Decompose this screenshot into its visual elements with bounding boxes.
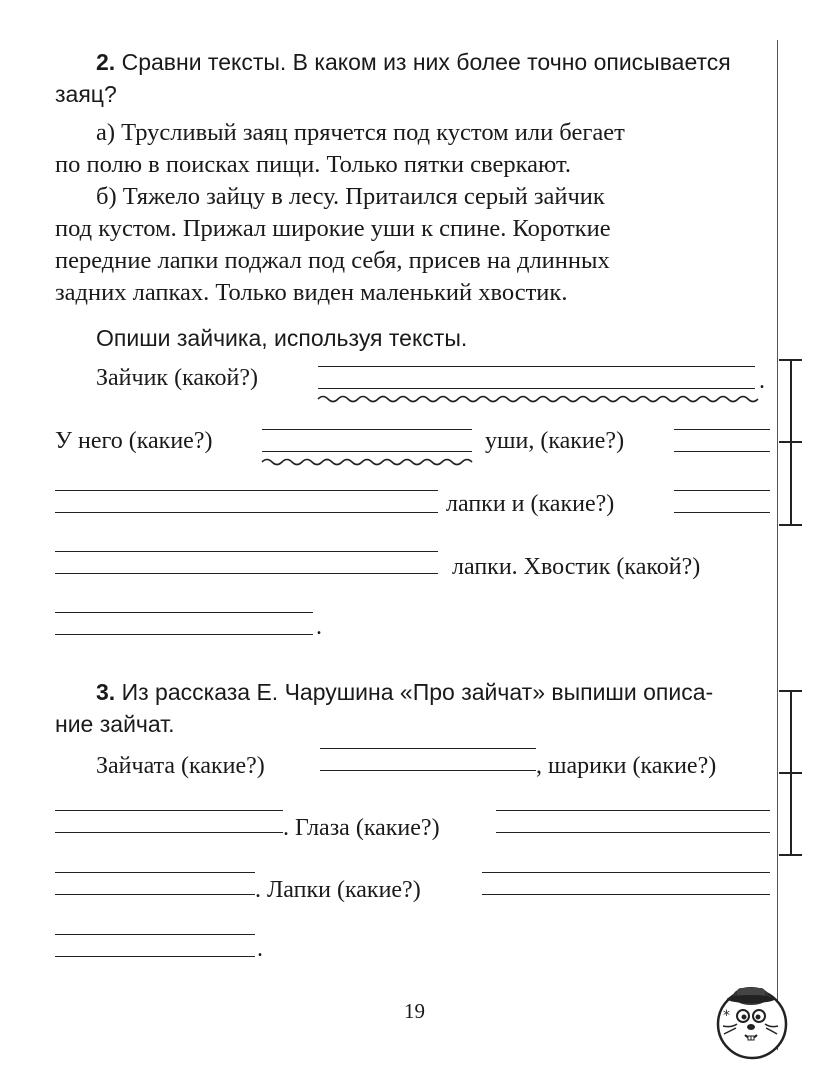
bracket-cap (779, 524, 802, 526)
period: . (316, 614, 322, 640)
task2-instruction: Опиши зайчика, используя тексты. (96, 325, 468, 351)
task2-label-ushi: уши, (какие?) (485, 428, 625, 454)
svg-text:*: * (723, 1008, 730, 1024)
answer-line[interactable] (320, 748, 536, 749)
answer-line[interactable] (674, 429, 770, 430)
bracket-cap (779, 854, 802, 856)
answer-line[interactable] (55, 634, 313, 635)
answer-line[interactable] (55, 810, 283, 811)
task2-label-zaichik: Зайчик (какой?) (96, 365, 258, 391)
bracket-tick (779, 772, 802, 774)
task2-number: 2. (96, 49, 116, 75)
period: . (257, 936, 263, 962)
answer-line[interactable] (55, 490, 438, 491)
wavy-underline (318, 394, 758, 404)
task3-question-line1: 3. Из рассказа Е. Чарушина «Про зайчат» выпиши описа- (96, 679, 714, 705)
task2-label-lapki-i: лапки и (какие?) (446, 491, 615, 517)
mascot-icon (707, 972, 797, 1062)
answer-line[interactable] (318, 388, 755, 389)
answer-line[interactable] (482, 894, 770, 895)
answer-line[interactable] (55, 512, 438, 513)
task2-text-a-line2: по полю в поисках пищи. Только пятки сверкают. (55, 151, 571, 178)
period: . (759, 368, 765, 394)
task3-label-zaichata: Зайчата (какие?) (96, 753, 265, 779)
answer-line[interactable] (55, 956, 255, 957)
answer-line[interactable] (496, 832, 770, 833)
task2-text-b-line2: под кустом. Прижал широкие уши к спине. Короткие (55, 215, 611, 242)
margin-rule (777, 40, 778, 1050)
page-number: 19 (404, 999, 425, 1023)
answer-line[interactable] (55, 551, 438, 552)
answer-line[interactable] (482, 872, 770, 873)
task2-text-b-line1: б) Тяжело зайцу в лесу. Притаился серый зайчик (96, 183, 605, 210)
answer-line[interactable] (674, 512, 770, 513)
answer-line[interactable] (320, 770, 536, 771)
wavy-underline (262, 457, 474, 467)
answer-line[interactable] (674, 451, 770, 452)
answer-line[interactable] (55, 872, 255, 873)
task2-question-line1: 2. Сравни тексты. В каком из них более точно описывается (96, 49, 731, 75)
task3-number: 3. (96, 679, 116, 705)
task3-question-line2: ние зайчат. (55, 711, 175, 737)
answer-line[interactable] (262, 429, 472, 430)
answer-line[interactable] (496, 810, 770, 811)
task2-text-b-line3: передние лапки поджал под себя, присев на длинных (55, 247, 610, 274)
task3-label-lapki: . Лапки (какие?) (255, 877, 421, 903)
task2-label-hvostik: лапки. Хвостик (какой?) (452, 554, 701, 580)
task2-label-u-nego: У него (какие?) (55, 428, 213, 454)
answer-line[interactable] (55, 612, 313, 613)
answer-line[interactable] (55, 934, 255, 935)
task3-label-shariki: , шарики (какие?) (536, 753, 717, 779)
answer-line[interactable] (55, 832, 283, 833)
task3-label-glaza: . Глаза (какие?) (283, 815, 440, 841)
answer-line[interactable] (55, 573, 438, 574)
answer-line[interactable] (55, 894, 255, 895)
answer-line[interactable] (262, 451, 472, 452)
task2-text-a-line1: а) Трусливый заяц прячется под кустом или бегает (96, 119, 625, 146)
answer-line[interactable] (674, 490, 770, 491)
task2-text-b-line4: задних лапках. Только виден маленький хвостик. (55, 279, 568, 306)
bracket-tick (779, 441, 802, 443)
task2-question-line2: заяц? (55, 81, 117, 107)
answer-line[interactable] (318, 366, 755, 367)
